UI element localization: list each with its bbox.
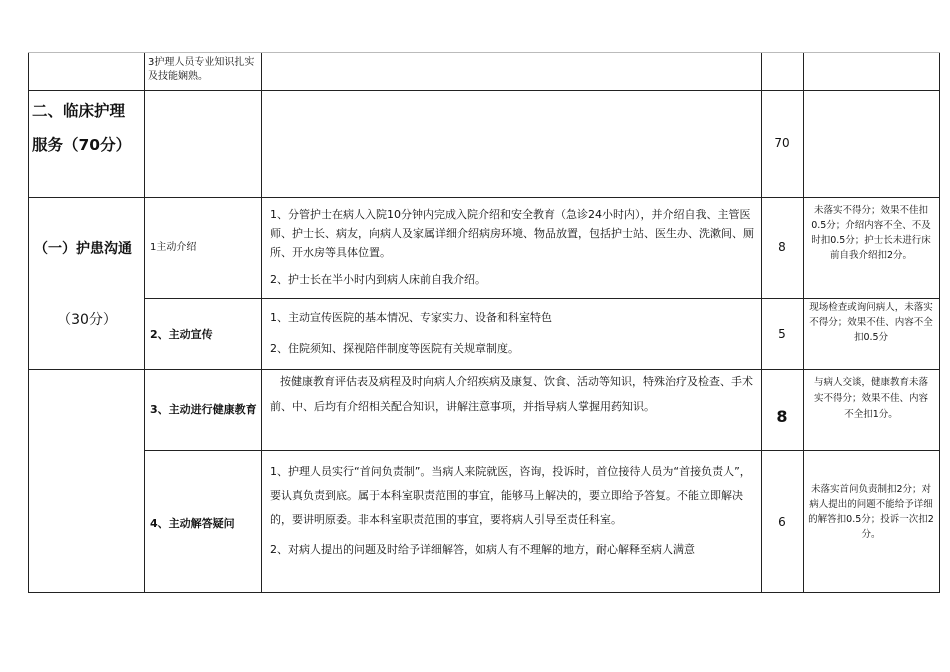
grid-line (803, 52, 804, 592)
section-title: 二、临床护理服务（70分） (32, 102, 132, 154)
description-paragraph: 2、住院须知、探视陪伴制度等医院有关规章制度。 (270, 342, 519, 355)
grid-line (28, 90, 940, 91)
deduction-note: 与病人交谈，健康教育未落实不得分；效果不佳、内容不全扣1分。 (813, 377, 928, 420)
grid-line (28, 52, 940, 53)
item-label: 3、主动进行健康教育 (150, 403, 257, 416)
score-value: 8 (778, 240, 786, 254)
description-paragraph: 1、分管护士在病人入院10分钟内完成入院介绍和安全教育（急诊24小时内），并介绍自我、主管医师、护士长、病友，向病人及家属详细介绍病房环境、物品放置，包括护士站、医生办、洗漱间、厕所、开水房等具体位置。 (270, 208, 754, 259)
grid-line (28, 52, 29, 592)
grid-line (261, 52, 262, 592)
category-score: （30分） (57, 312, 117, 328)
score-value: 70 (774, 136, 790, 150)
grid-line (144, 52, 145, 592)
deduction-note: 未落实首问负责制扣2分；对病人提出的问题不能给予详细的解答扣0.5分；投诉一次扣2分。 (808, 484, 934, 540)
item-label: 1主动介绍 (150, 242, 197, 253)
item-description: 按健康教育评估表及病程及时向病人介绍疾病及康复、饮食、活动等知识，特殊治疗及检查、手术前、中、后均有介绍相关配合知识，讲解注意事项，并指导病人掌握用药知识。 (270, 375, 753, 413)
description-paragraph: 2、对病人提出的问题及时给予详细解答，如病人有不理解的地方，耐心解释至病人满意 (270, 543, 695, 556)
deduction-note: 未落实不得分；效果不佳扣0.5分；介绍内容不全、不及时扣0.5分；护士长未进行床前自我介绍扣2分。 (811, 205, 931, 261)
score-value: 6 (778, 515, 786, 529)
description-paragraph: 1、主动宣传医院的基本情况、专家实力、设备和科室特色 (270, 311, 552, 324)
grid-line (939, 52, 940, 592)
description-paragraph: 2、护士长在半小时内到病人床前自我介绍。 (270, 273, 486, 286)
grid-line (144, 450, 940, 451)
item-label: 4、主动解答疑问 (150, 517, 235, 530)
category-title: （一）护患沟通 (34, 241, 132, 257)
item-description (270, 308, 754, 358)
grid-line (28, 197, 940, 198)
description-paragraph: 1、护理人员实行“首问负责制”。当病人来院就医，咨询，投诉时，首位接待人员为“首接负责人”，要认真负责到底。属于本科室职责范围的事宜，能够马上解决的，要立即给予答复。不能立即解决的，要讲明原委。非本科室职责范围的事宜，要将病人引导至责任科室。 (270, 465, 751, 526)
item-label: 2、主动宣传 (150, 328, 213, 341)
grid-line (761, 52, 762, 592)
item-description (270, 205, 754, 289)
score-value: 8 (776, 407, 788, 426)
deduction-note: 现场检查或询问病人，未落实不得分；效果不佳、内容不全扣0.5分 (809, 302, 933, 343)
grid-line (144, 298, 940, 299)
item-description (270, 460, 754, 562)
item-label: 3护理人员专业知识扎实及技能娴熟。 (148, 57, 255, 82)
score-value: 5 (778, 327, 786, 341)
grid-line (28, 592, 940, 593)
